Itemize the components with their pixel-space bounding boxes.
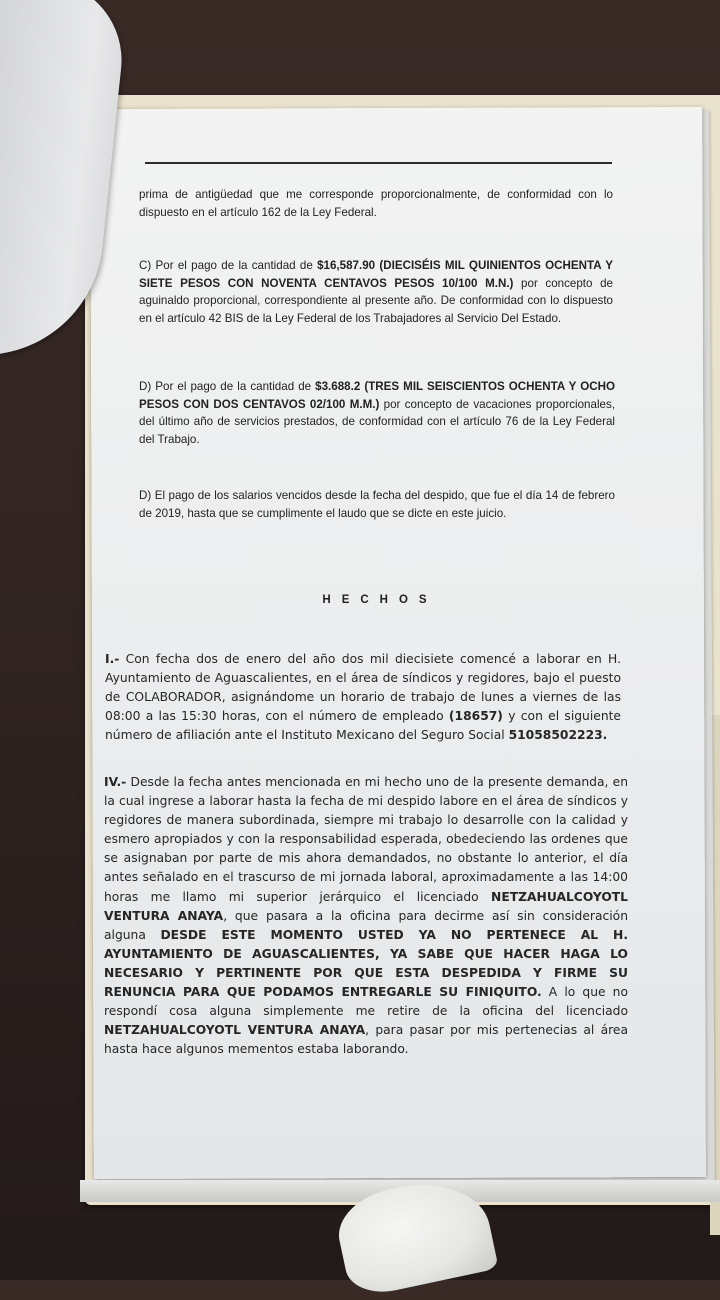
social-security-number: 51058502223. — [508, 728, 608, 743]
hecho-4 — [104, 773, 628, 1059]
hecho-number: IV.- — [104, 775, 127, 789]
amount-text: $16,587.90 (DIECISÉIS MIL QUINIENTOS OCHENTA Y SIETE PESOS CON NOVENTA CENTAVOS PESOS 10/100 M.N.) — [139, 259, 613, 290]
quoted-statement: DESDE ESTE MOMENTO USTED YA NO PERTENECE AL H. AYUNTAMIENTO DE AGUASCALIENTES, YA SABE QUE HACER HAGA LO NECESARIO Y PERTINENTE POR QUE ESTA DESPEDIDA Y FIRME SU RENUNCIA PARA QUE PODAMOS ENTREGARLE SU FINIQUITO. — [104, 927, 629, 1000]
hecho-text: , que pasara a la oficina para decirme así sin consideración alguna — [104, 908, 629, 942]
amount-text: $3.688.2 (TRES MIL SEISCIENTOS OCHENTA Y OCHO PESOS CON DOS CENTAVOS 02/100 M.M.) — [139, 380, 615, 411]
hecho-text: A lo que no respondí cosa alguna simplemente me retire de la oficina del licenciado — [104, 985, 628, 1019]
employee-number: (18657) — [448, 709, 503, 724]
hecho-1 — [105, 650, 621, 745]
person-name: NETZAHUALCOYOTL VENTURA ANAYA — [104, 889, 628, 923]
hecho-text: Desde la fecha antes mencionada en mi hecho uno de la presente demanda, en la cual ingrese a laborar hasta la fecha de mi despido labore en el área de síndicos y regidores de manera subordinada, siempre mi trabajo lo desarrolle con la calidad y esmero apropiados y con la responsabilidad esperada, obedeciendo las ordenes que se asignaban por parte de mis ahora demandados, no obstante lo anterior, el día antes señalado en el trascurso de mi jornada laboral, aproximadamente a las 14:00 horas me llamo mi superior jerárquico el licenciado — [104, 775, 628, 904]
paragraph-suffix: por concepto de vacaciones proporcionales, del último año de servicios prestados, de conformidad con el artículo 76 de la Ley Federal del Trabajo. — [139, 397, 615, 446]
paragraph-text: D) El pago de los salarios vencidos desde la fecha del despido, que fue el día 14 de febrero de 2019, hasta que se cumplimente el laudo que se dicte en este juicio. — [139, 489, 615, 520]
hecho-text: , para pasar por mis pertenecias al área hasta hace algunos mementos estaba laborando. — [104, 1023, 628, 1057]
hecho-number: I.- — [105, 652, 120, 666]
paragraph-prefix: C) Por el pago de la cantidad de — [139, 259, 318, 272]
section-heading-hechos: HECHOS — [322, 594, 438, 606]
hecho-text: y con el siguiente número de afiliación ante el Instituto Mexicano del Seguro Social — [105, 709, 621, 743]
paragraph-suffix: por concepto de aguinaldo proporcional, correspondiente al presente año. De conformidad con lo dispuesto en el artículo 42 BIS de la Ley Federal de los Trabajadores al Servicio Del Estado. — [139, 276, 614, 325]
header-rule — [145, 162, 612, 164]
person-name: NETZAHUALCOYOTL VENTURA ANAYA — [104, 1023, 366, 1038]
paragraph-text: prima de antigüedad que me corresponde proporcionalmente, de conformidad con lo dispuesto en el artículo 162 de la Ley Federal. — [139, 188, 613, 219]
paragraph-salarios-vencidos — [139, 487, 615, 522]
paragraph-c-aguinaldo — [139, 257, 613, 327]
hecho-text: Con fecha dos de enero del año dos mil diecisiete comencé a laborar en H. Ayuntamiento de Aguascalientes, en el área de síndicos y regidores, bajo el puesto de COLABORADOR, asignándome un horario de trabajo de lunes a viernes de las 08:00 a las 15:30 horas, con el número de empleado — [105, 652, 621, 724]
paragraph-prima-antiguedad — [139, 186, 613, 221]
paragraph-d-vacaciones — [139, 378, 615, 448]
paragraph-prefix: D) Por el pago de la cantidad de — [139, 380, 316, 393]
